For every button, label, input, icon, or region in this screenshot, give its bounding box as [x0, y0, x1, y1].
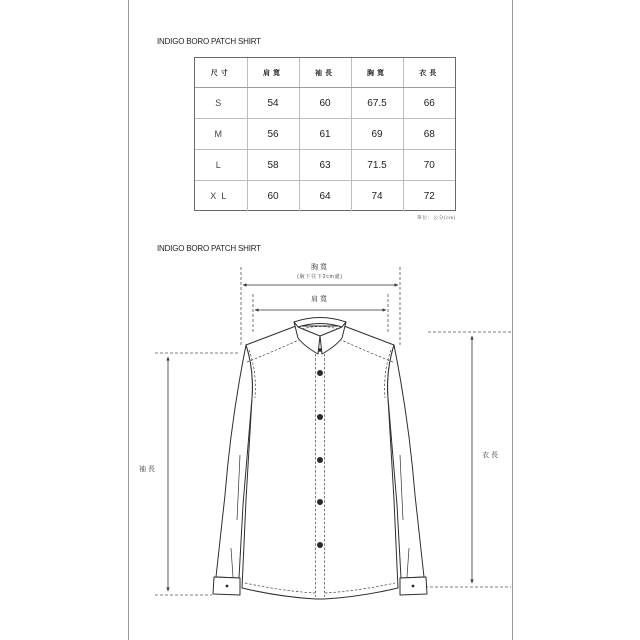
front-button — [317, 370, 323, 376]
cell-size: L — [195, 150, 247, 181]
chest-width-note: (腋下往下2cm處) — [297, 274, 343, 280]
body-length-label: 衣長 — [482, 452, 500, 459]
cell-chest-width: 69 — [351, 119, 403, 150]
cell-size: M — [195, 119, 247, 150]
cell-shoulder-width: 60 — [247, 181, 299, 212]
cell-sleeve-length: 64 — [299, 181, 351, 212]
cell-sleeve-length: 63 — [299, 150, 351, 181]
diagram-title: INDIGO BORO PATCH SHIRT — [157, 244, 261, 253]
shoulder-width-label: 肩寬 — [311, 296, 329, 303]
collar-button — [318, 348, 322, 352]
cell-body-length: 72 — [403, 181, 455, 212]
header-sleeve-length: 袖長 — [299, 58, 351, 88]
right-cuff-button — [412, 585, 415, 588]
chest-width-label: 胸寬 — [311, 264, 329, 271]
cell-shoulder-width: 54 — [247, 88, 299, 119]
sleeve-length-label: 袖長 — [139, 466, 157, 473]
cell-sleeve-length: 60 — [299, 88, 351, 119]
cell-body-length: 66 — [403, 88, 455, 119]
cell-size: XL — [195, 181, 247, 212]
header-shoulder-width: 肩寬 — [247, 58, 299, 88]
left-cuff-button — [226, 585, 229, 588]
header-size: 尺寸 — [195, 58, 247, 88]
header-body-length: 衣長 — [403, 58, 455, 88]
front-button — [317, 414, 323, 420]
cell-body-length: 70 — [403, 150, 455, 181]
cell-shoulder-width: 56 — [247, 119, 299, 150]
cell-body-length: 68 — [403, 119, 455, 150]
cell-shoulder-width: 58 — [247, 150, 299, 181]
front-button — [317, 542, 323, 548]
cell-size: S — [195, 88, 247, 119]
unit-note: 單位：公分(cm) — [417, 216, 456, 221]
size-chart-title: INDIGO BORO PATCH SHIRT — [157, 37, 261, 46]
front-button — [317, 457, 323, 463]
cell-sleeve-length: 61 — [299, 119, 351, 150]
cell-chest-width: 71.5 — [351, 150, 403, 181]
cell-chest-width: 74 — [351, 181, 403, 212]
cell-chest-width: 67.5 — [351, 88, 403, 119]
header-chest-width: 胸寬 — [351, 58, 403, 88]
front-button — [317, 499, 323, 505]
